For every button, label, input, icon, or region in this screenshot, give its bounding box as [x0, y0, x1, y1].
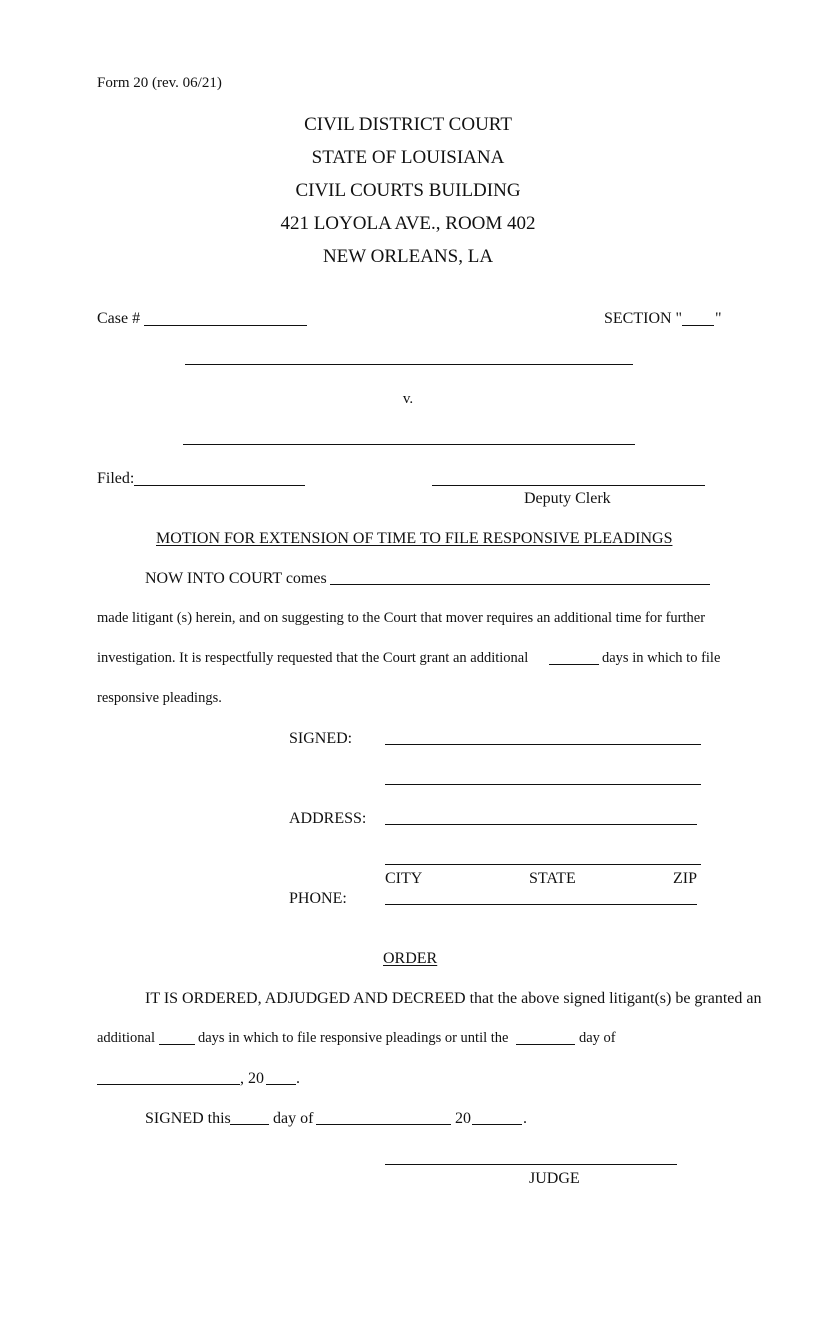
motion-body-line3-end: days in which to file: [602, 650, 721, 666]
zip-label: ZIP: [673, 870, 697, 887]
court-address: 421 LOYOLA AVE., ROOM 402: [280, 213, 536, 234]
deputy-clerk-label: Deputy Clerk: [524, 490, 611, 507]
motion-body-line4: responsive pleadings.: [97, 690, 222, 706]
motion-body-line2: made litigant (s) herein, and on suggesting to the Court that mover requires an additional time for further: [97, 610, 706, 626]
name-line[interactable]: [385, 784, 701, 785]
case-number-label: Case #: [97, 310, 141, 327]
order-additional-label: additional: [97, 1030, 155, 1046]
judge-label: JUDGE: [529, 1170, 580, 1187]
section-close-quote: ": [715, 310, 722, 327]
motion-intro: NOW INTO COURT comes: [145, 570, 327, 587]
judge-signature-line[interactable]: [385, 1164, 677, 1165]
case-number-line[interactable]: [144, 325, 307, 326]
order-year-line[interactable]: [266, 1084, 296, 1085]
deputy-clerk-signature-line[interactable]: [432, 485, 705, 486]
city-state-zip-line[interactable]: [385, 864, 701, 865]
filed-date-line[interactable]: [134, 485, 305, 486]
section-line[interactable]: [682, 325, 714, 326]
signed-period: .: [523, 1110, 527, 1127]
order-title: ORDER: [383, 950, 438, 967]
address-label: ADDRESS:: [289, 810, 367, 827]
signed-month-line[interactable]: [316, 1124, 451, 1125]
phone-line[interactable]: [385, 904, 697, 905]
signature-line[interactable]: [385, 744, 701, 745]
order-day-of-label: day of: [579, 1030, 616, 1046]
phone-label: PHONE:: [289, 890, 347, 907]
section-label: SECTION ": [604, 310, 683, 327]
filed-label: Filed:: [97, 470, 135, 487]
state-label: STATE: [529, 870, 576, 887]
plaintiff-line[interactable]: [185, 364, 633, 365]
order-day-line[interactable]: [516, 1044, 575, 1045]
court-city: NEW ORLEANS, LA: [322, 246, 494, 267]
signed-year-prefix: 20: [455, 1110, 471, 1127]
order-period: .: [296, 1070, 300, 1087]
signed-day-of-label: day of: [273, 1110, 314, 1127]
court-building: CIVIL COURTS BUILDING: [295, 180, 521, 201]
order-year-prefix: , 20: [240, 1070, 264, 1087]
signed-label: SIGNED:: [289, 730, 353, 747]
order-month-line[interactable]: [97, 1084, 240, 1085]
motion-body-line3: investigation. It is respectfully requested that the Court grant an additional: [97, 650, 529, 666]
signed-this-label: SIGNED this: [145, 1110, 231, 1127]
court-name: CIVIL DISTRICT COURT: [304, 114, 512, 135]
signed-year-line[interactable]: [472, 1124, 522, 1125]
form-id: Form 20 (rev. 06/21): [97, 75, 222, 91]
motion-title: MOTION FOR EXTENSION OF TIME TO FILE RESPONSIVE PLEADINGS: [156, 530, 673, 547]
address-line[interactable]: [385, 824, 697, 825]
additional-days-line[interactable]: [549, 664, 599, 665]
signed-day-line[interactable]: [230, 1124, 269, 1125]
order-body-line1: IT IS ORDERED, ADJUDGED AND DECREED that the above signed litigant(s) be granted an: [145, 990, 762, 1007]
order-days-line[interactable]: [159, 1044, 195, 1045]
versus-label: v.: [402, 391, 414, 407]
city-label: CITY: [385, 870, 423, 887]
defendant-line[interactable]: [183, 444, 635, 445]
mover-name-line[interactable]: [330, 584, 710, 585]
order-body-line2: days in which to file responsive pleadings or until the: [198, 1030, 509, 1046]
court-state: STATE OF LOUISIANA: [311, 147, 505, 168]
